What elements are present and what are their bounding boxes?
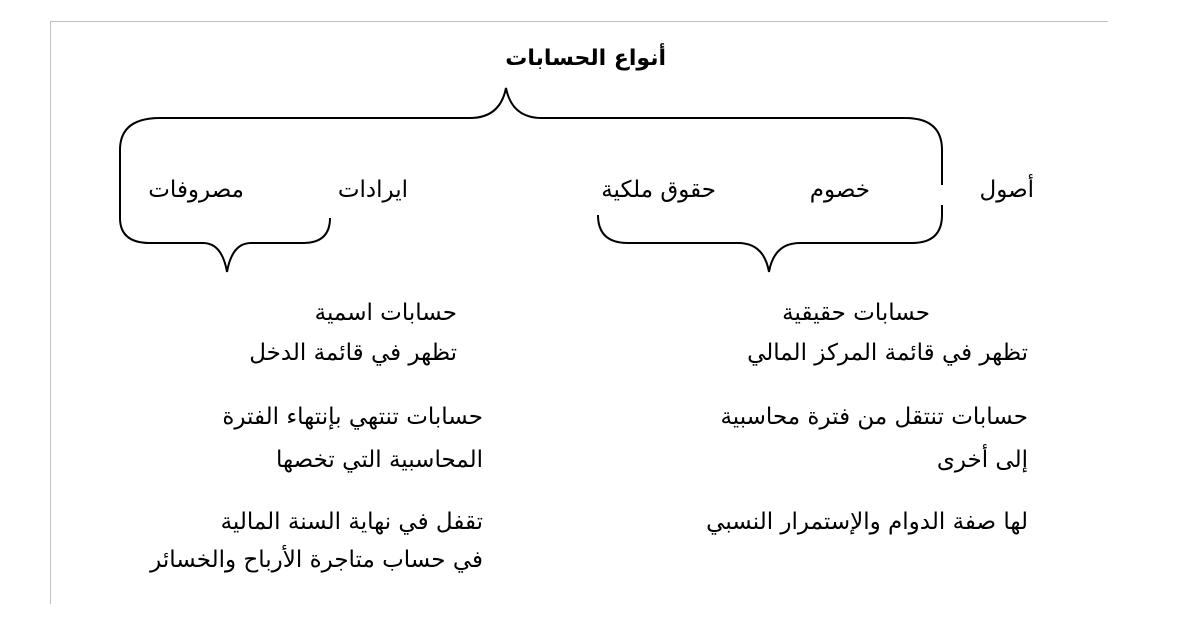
balance-sheet-brace	[598, 205, 942, 272]
nominal-accounts-line2a: حسابات تنتهي بإنتهاء الفترة	[222, 404, 483, 430]
category-equity: حقوق ملكية	[601, 177, 716, 203]
main-brace	[120, 88, 942, 185]
category-expenses: مصروفات	[148, 177, 244, 203]
category-assets: أصول	[979, 177, 1034, 203]
income-brace	[120, 150, 330, 272]
real-accounts-line2b: إلى أخرى	[936, 447, 1028, 473]
real-accounts-line1: تظهر في قائمة المركز المالي	[747, 340, 1028, 366]
diagram-title: أنواع الحسابات	[505, 46, 666, 71]
nominal-accounts-line1: تظهر في قائمة الدخل	[249, 340, 457, 366]
category-liabilities: خصوم	[809, 177, 870, 203]
real-accounts-line2a: حسابات تنتقل من فترة محاسبية	[720, 404, 1028, 430]
nominal-accounts-name: حسابات اسمية	[314, 300, 457, 326]
real-accounts-name: حسابات حقيقية	[782, 300, 930, 326]
real-accounts-line3: لها صفة الدوام والإستمرار النسبي	[706, 509, 1028, 535]
category-revenues: ايرادات	[337, 177, 408, 203]
nominal-accounts-line3b: في حساب متاجرة الأرباح والخسائر	[150, 547, 483, 573]
nominal-accounts-line2b: المحاسبية التي تخصها	[276, 447, 483, 473]
nominal-accounts-line3a: تقفل في نهاية السنة المالية	[220, 509, 483, 535]
